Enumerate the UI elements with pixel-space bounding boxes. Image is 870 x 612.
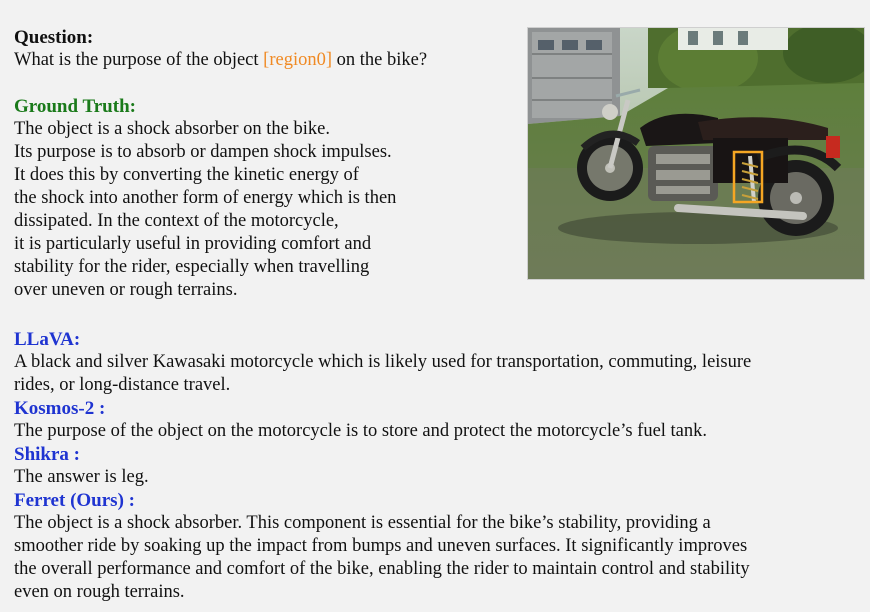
answer-ferret: [14, 489, 854, 604]
llava-line: A black and silver Kawasaki motorcycle which is likely used for transportation, commuting, leisure: [14, 352, 752, 372]
question-text-after: on the bike?: [332, 50, 428, 70]
shikra-text: [14, 466, 854, 489]
llava-line: rides, or long-distance travel.: [14, 375, 231, 395]
ground-truth-line: it is particularly useful in providing comfort and: [14, 234, 372, 254]
answer-llava: [14, 328, 854, 397]
ground-truth-text: [14, 118, 514, 302]
kosmos2-label: Kosmos-2 :: [14, 398, 106, 419]
ferret-line: the overall performance and comfort of the bike, enabling the rider to maintain control and stability: [14, 559, 750, 579]
region-tag: [region0]: [263, 50, 333, 70]
ferret-label: Ferret (Ours) :: [14, 490, 135, 511]
model-answers: [14, 328, 854, 604]
answer-kosmos2: [14, 397, 854, 443]
llava-label: LLaVA:: [14, 329, 81, 350]
ground-truth-line: stability for the rider, especially when travelling: [14, 257, 370, 277]
question-block: [14, 26, 514, 302]
ground-truth-line: It does this by converting the kinetic energy of: [14, 165, 359, 185]
ferret-line: The object is a shock absorber. This component is essential for the bike’s stability, providing a: [14, 513, 711, 533]
shikra-label: Shikra :: [14, 444, 80, 465]
kosmos2-line: The purpose of the object on the motorcycle is to store and protect the motorcycle’s fuel tank.: [14, 421, 708, 441]
question-text-before: What is the purpose of the object: [14, 50, 264, 70]
ground-truth-line: The object is a shock absorber on the bike.: [14, 119, 330, 139]
ground-truth-line: over uneven or rough terrains.: [14, 280, 238, 300]
ferret-text: [14, 512, 854, 604]
ferret-line: even on rough terrains.: [14, 582, 185, 602]
answer-shikra: [14, 443, 854, 489]
motorcycle-illustration: [528, 28, 864, 279]
kosmos2-text: [14, 420, 854, 443]
ferret-line: smoother ride by soaking up the impact from bumps and uneven surfaces. It significantly improves: [14, 536, 748, 556]
question-text: [14, 49, 514, 72]
ground-truth-label: Ground Truth:: [14, 96, 136, 117]
llava-text: [14, 351, 854, 397]
ground-truth-line: the shock into another form of energy which is then: [14, 188, 397, 208]
shikra-line: The answer is leg.: [14, 467, 149, 487]
ground-truth-line: dissipated. In the context of the motorcycle,: [14, 211, 339, 231]
motorcycle-photo: [527, 27, 865, 280]
question-label: Question:: [14, 27, 94, 48]
ground-truth-line: Its purpose is to absorb or dampen shock impulses.: [14, 142, 392, 162]
